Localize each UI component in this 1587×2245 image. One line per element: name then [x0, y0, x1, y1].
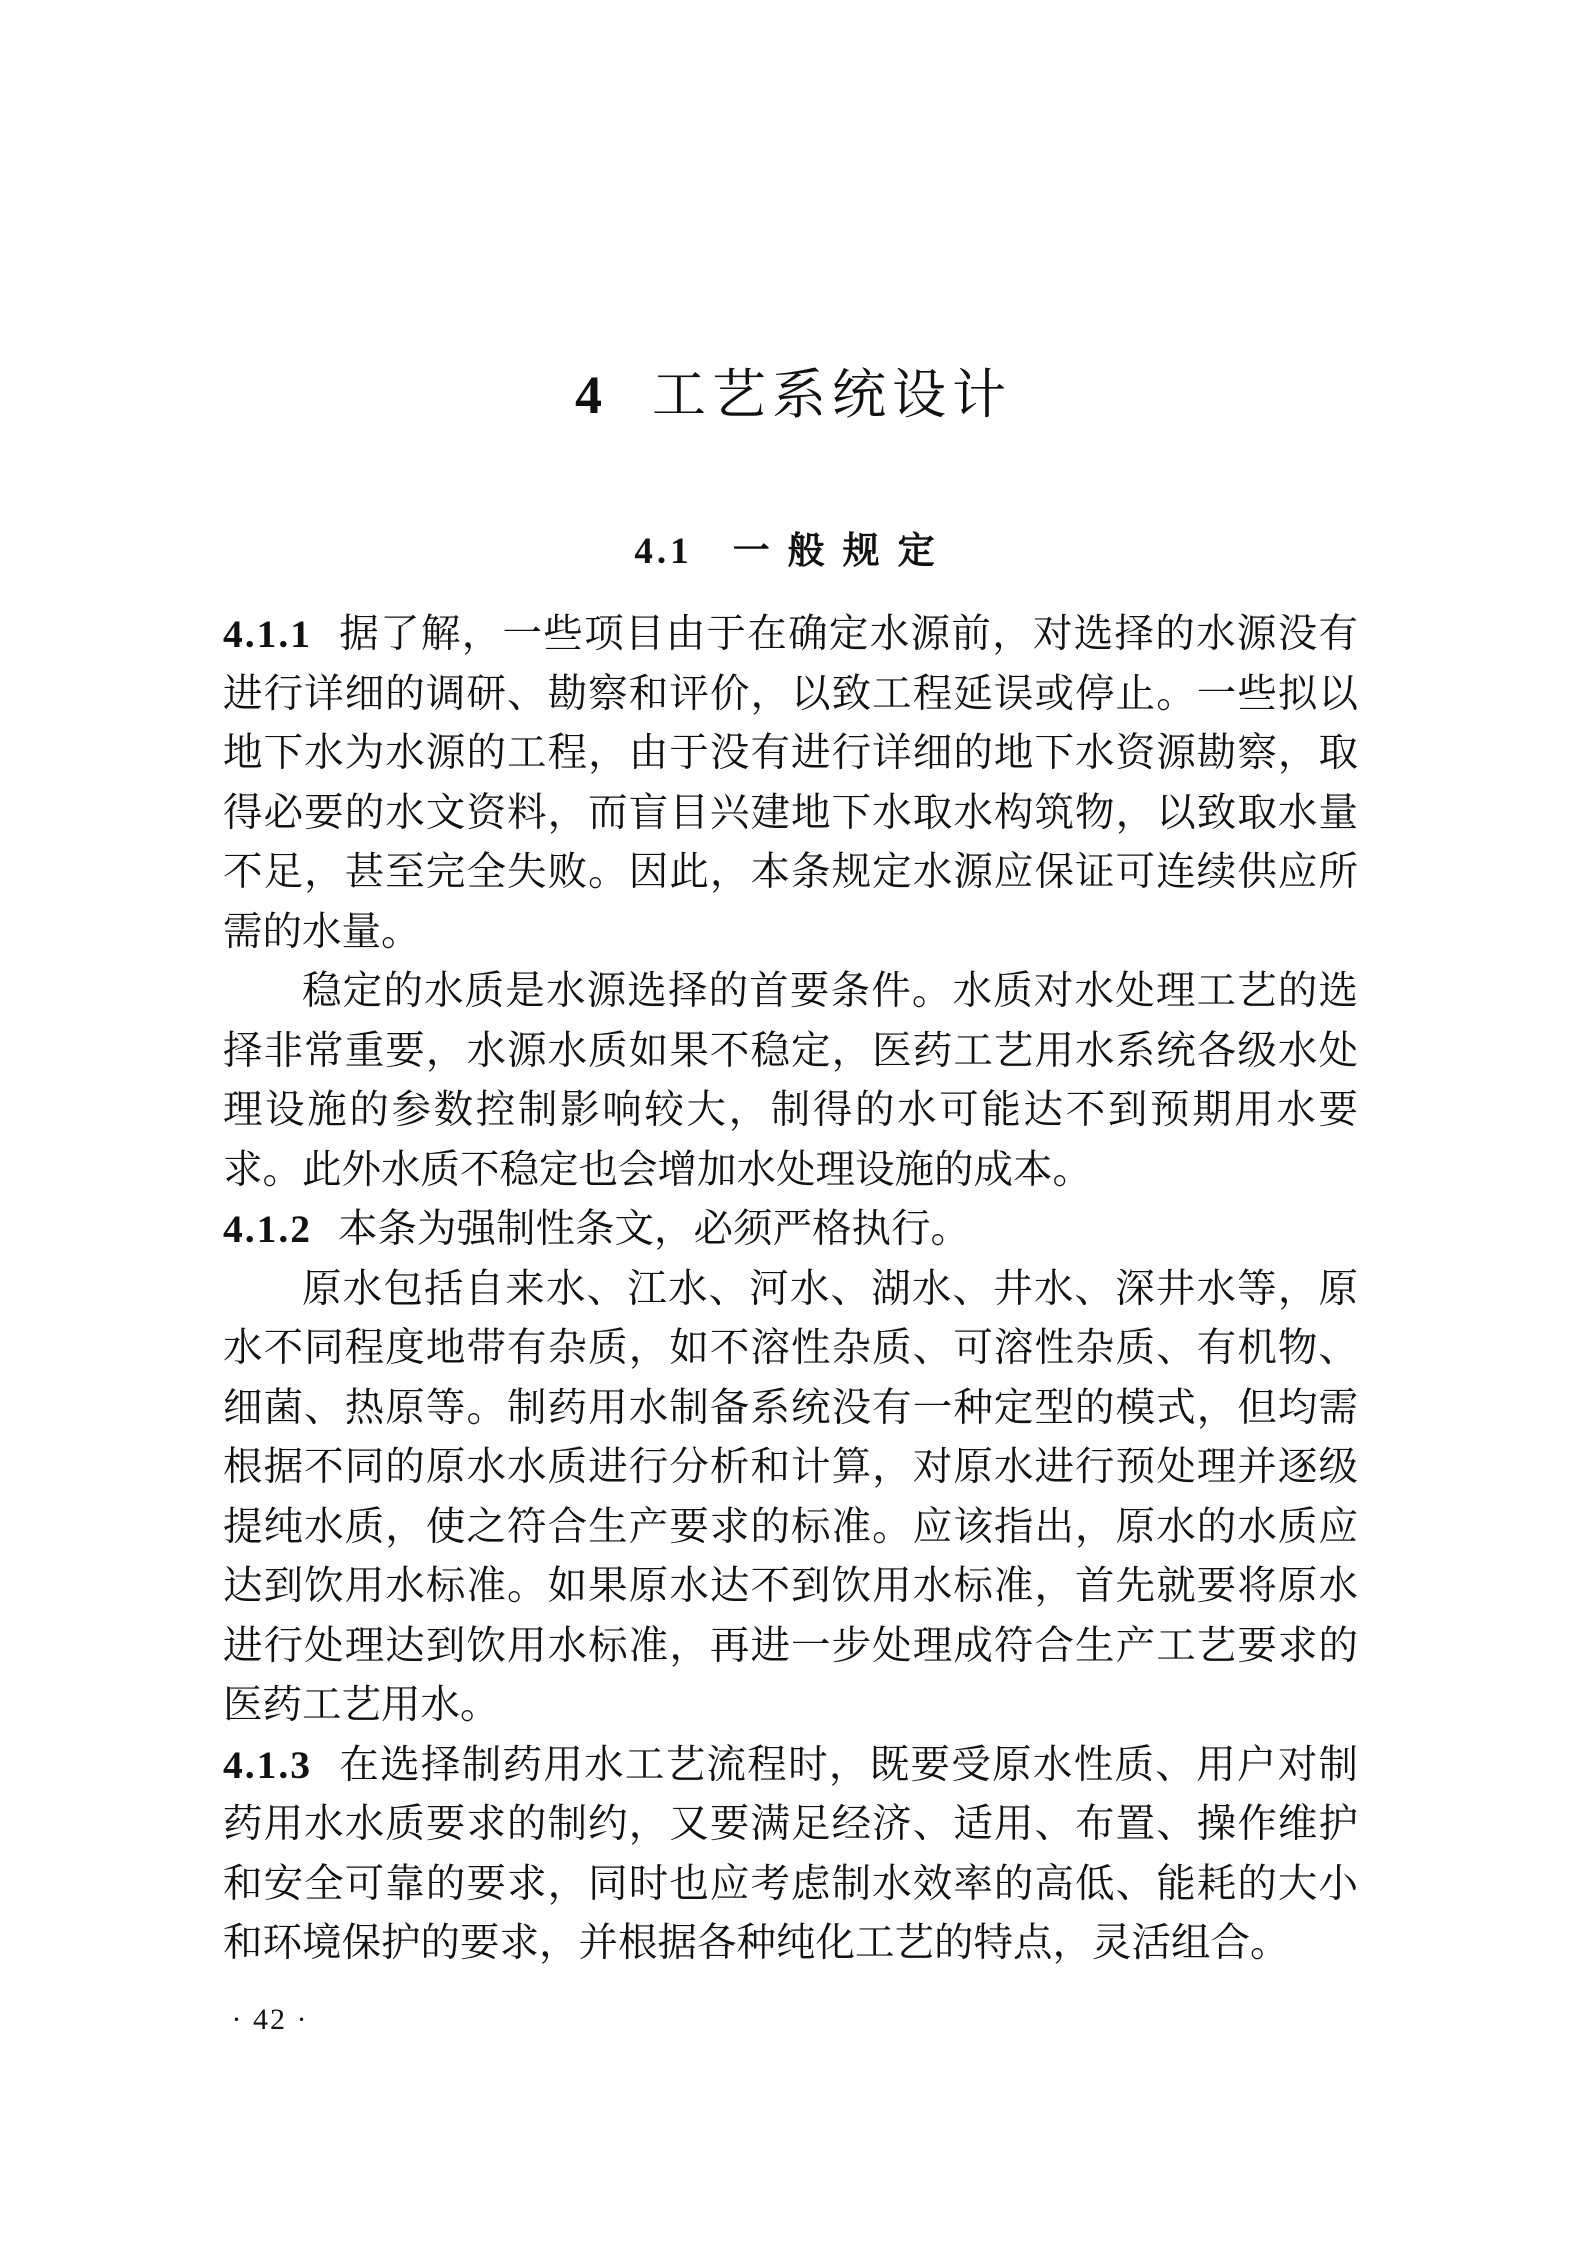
- clause-number: 4.1.3: [223, 1742, 312, 1787]
- paragraph-clause-4-1-2: [223, 1200, 1358, 1260]
- chapter-number: 4: [575, 365, 608, 425]
- body-text: [223, 605, 1358, 1974]
- page-number: · 42 ·: [231, 2003, 309, 2036]
- chapter-title: [0, 352, 1587, 429]
- section-title: [0, 520, 1587, 574]
- section-number: 4.1: [634, 531, 693, 572]
- clause-number: 4.1.2: [223, 1207, 312, 1251]
- chapter-title-text: 工艺系统设计: [652, 363, 1012, 426]
- paragraph-text: 据了解，一些项目由于在确定水源前，对选择的水源没有进行详细的调研、勘察和评价，以致工程延误或停止。一些拟以地下水为水源的工程，由于没有进行详细的地下水资源勘察，取得必要的水文资料，而盲目兴建地下水取水构筑物，以致取水量不足，甚至完全失败。因此，本条规定水源应保证可连续供应所需的水量。: [223, 611, 1358, 955]
- paragraph-clause-4-1-3: [223, 1736, 1358, 1974]
- paragraph-continuation: [223, 962, 1358, 1200]
- paragraph-text: 稳定的水质是水源选择的首要条件。水质对水处理工艺的选择非常重要，水源水质如果不稳定，医药工艺用水系统各级水处理设施的参数控制影响较大，制得的水可能达不到预期用水要求。此外水质不稳定也会增加水处理设施的成本。: [223, 968, 1358, 1193]
- paragraph-text: 在选择制药用水工艺流程时，既要受原水性质、用户对制药用水水质要求的制约，又要满足经济、适用、布置、操作维护和安全可靠的要求，同时也应考虑制水效率的高低、能耗的大小和环境保护的要求，并根据各种纯化工艺的特点，灵活组合。: [223, 1741, 1358, 1966]
- paragraph-clause-4-1-1: [223, 605, 1358, 962]
- section-title-text: 一般规定: [732, 528, 953, 572]
- clause-number: 4.1.1: [223, 612, 312, 656]
- paragraph-text: 本条为强制性条文，必须严格执行。: [338, 1206, 970, 1252]
- paragraph-continuation: [223, 1260, 1358, 1736]
- paragraph-text: 原水包括自来水、江水、河水、湖水、井水、深井水等，原水不同程度地带有杂质，如不溶性杂质、可溶性杂质、有机物、细菌、热原等。制药用水制备系统没有一种定型的模式，但均需根据不同的原水水质进行分析和计算，对原水进行预处理并逐级提纯水质，使之符合生产要求的标准。应该指出，原水的水质应达到饮用水标准。如果原水达不到饮用水标准，首先就要将原水进行处理达到饮用水标准，再进一步处理成符合生产工艺要求的医药工艺用水。: [223, 1265, 1358, 1728]
